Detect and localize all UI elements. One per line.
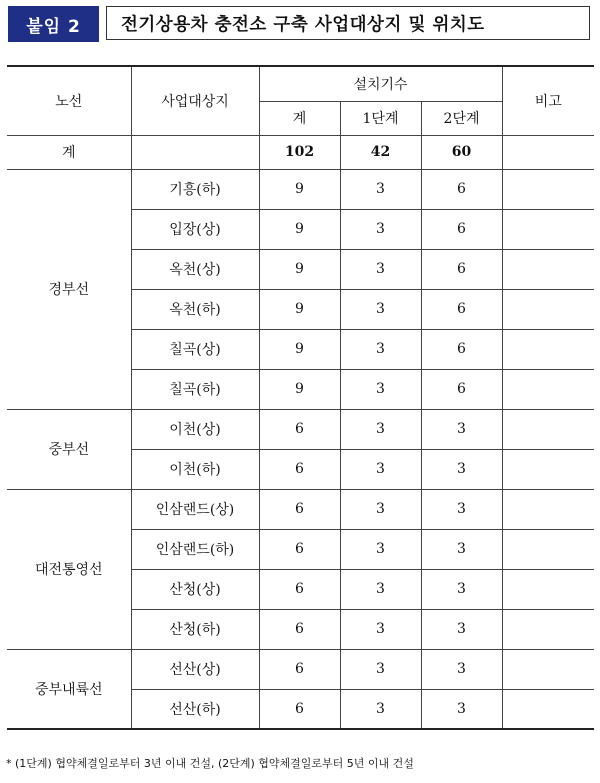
summary-remarks [502, 135, 594, 169]
site-name: 선산(하) [131, 689, 259, 729]
units-phase2: 6 [421, 369, 502, 409]
units-phase1: 3 [340, 449, 421, 489]
page-title: 전기상용차 충전소 구축 사업대상지 및 위치도 [106, 6, 590, 40]
summary-phase1: 42 [340, 135, 421, 169]
site-name: 입장(상) [131, 209, 259, 249]
units-phase1: 3 [340, 329, 421, 369]
remarks-cell [502, 689, 594, 729]
site-table [7, 65, 594, 730]
units-phase2: 6 [421, 329, 502, 369]
units-total: 9 [259, 249, 340, 289]
remarks-cell [502, 409, 594, 449]
site-name: 이천(하) [131, 449, 259, 489]
summary-total: 102 [259, 135, 340, 169]
units-total: 6 [259, 609, 340, 649]
site-name: 인삼랜드(상) [131, 489, 259, 529]
remarks-cell [502, 329, 594, 369]
summary-label: 계 [7, 135, 131, 169]
line-name: 중부선 [7, 409, 131, 489]
site-name: 칠곡(상) [131, 329, 259, 369]
units-phase1: 3 [340, 689, 421, 729]
summary-site [131, 135, 259, 169]
units-phase1: 3 [340, 529, 421, 569]
units-phase1: 3 [340, 409, 421, 449]
units-phase2: 6 [421, 209, 502, 249]
units-total: 9 [259, 369, 340, 409]
units-phase2: 3 [421, 529, 502, 569]
units-total: 9 [259, 209, 340, 249]
site-name: 이천(상) [131, 409, 259, 449]
line-name: 중부내륙선 [7, 649, 131, 729]
table-row [7, 409, 594, 449]
table-row [7, 489, 594, 529]
remarks-cell [502, 169, 594, 209]
line-name: 경부선 [7, 169, 131, 409]
remarks-cell [502, 449, 594, 489]
header-phase1: 1단계 [340, 101, 421, 135]
units-phase2: 3 [421, 569, 502, 609]
summary-phase2: 60 [421, 135, 502, 169]
units-total: 6 [259, 569, 340, 609]
footnote: * (1단계) 협약체결일로부터 3년 이내 건설, (2단계) 협약체결일로부터 5년 이내 건설 [6, 757, 414, 770]
site-name: 옥천(상) [131, 249, 259, 289]
units-phase2: 6 [421, 289, 502, 329]
units-phase2: 3 [421, 449, 502, 489]
header-total: 계 [259, 101, 340, 135]
units-phase1: 3 [340, 649, 421, 689]
header-remarks: 비고 [502, 66, 594, 135]
summary-row [7, 135, 594, 169]
units-phase2: 3 [421, 489, 502, 529]
units-phase1: 3 [340, 169, 421, 209]
line-name: 대전통영선 [7, 489, 131, 649]
header-units: 설치기수 [259, 66, 502, 101]
units-phase1: 3 [340, 489, 421, 529]
remarks-cell [502, 609, 594, 649]
units-phase1: 3 [340, 249, 421, 289]
table-row [7, 649, 594, 689]
site-name: 선산(상) [131, 649, 259, 689]
units-phase1: 3 [340, 609, 421, 649]
units-total: 6 [259, 649, 340, 689]
units-phase1: 3 [340, 369, 421, 409]
header-site: 사업대상지 [131, 66, 259, 135]
remarks-cell [502, 529, 594, 569]
header-phase2: 2단계 [421, 101, 502, 135]
units-phase2: 3 [421, 689, 502, 729]
remarks-cell [502, 209, 594, 249]
units-phase2: 6 [421, 169, 502, 209]
remarks-cell [502, 369, 594, 409]
units-total: 6 [259, 449, 340, 489]
units-phase1: 3 [340, 209, 421, 249]
site-name: 기흥(하) [131, 169, 259, 209]
site-name: 옥천(하) [131, 289, 259, 329]
units-total: 9 [259, 169, 340, 209]
attachment-badge: 붙임 2 [8, 6, 99, 42]
remarks-cell [502, 569, 594, 609]
site-name: 칠곡(하) [131, 369, 259, 409]
units-phase2: 3 [421, 649, 502, 689]
site-name: 산청(상) [131, 569, 259, 609]
units-total: 6 [259, 689, 340, 729]
units-total: 6 [259, 489, 340, 529]
units-total: 6 [259, 409, 340, 449]
header-line: 노선 [7, 66, 131, 135]
remarks-cell [502, 649, 594, 689]
units-phase2: 3 [421, 609, 502, 649]
units-total: 9 [259, 329, 340, 369]
remarks-cell [502, 489, 594, 529]
page-header [8, 6, 592, 42]
remarks-cell [502, 249, 594, 289]
units-total: 6 [259, 529, 340, 569]
units-total: 9 [259, 289, 340, 329]
site-name: 인삼랜드(하) [131, 529, 259, 569]
units-phase2: 6 [421, 249, 502, 289]
units-phase2: 3 [421, 409, 502, 449]
table-row [7, 169, 594, 209]
remarks-cell [502, 289, 594, 329]
units-phase1: 3 [340, 569, 421, 609]
site-name: 산청(하) [131, 609, 259, 649]
units-phase1: 3 [340, 289, 421, 329]
